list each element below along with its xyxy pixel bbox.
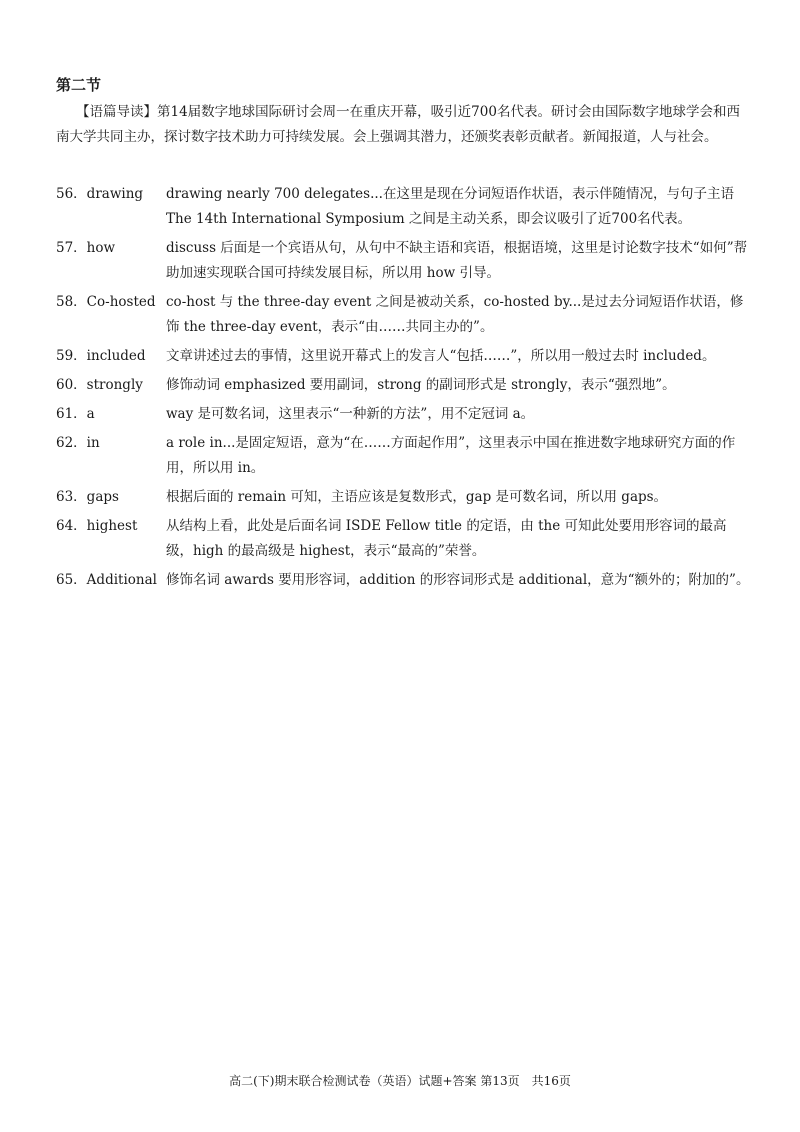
- answer-explanation: 从结构上看，此处是后面名词 ISDE Fellow title 的定语，由 the 可知此处要用形容词的最高级，high 的最高级是 highest，表示“最高的”荣誉。: [166, 518, 727, 559]
- answer-explanation: drawing nearly 700 delegates...在这里是现在分词短语作状语，表示伴随情况，与句子主语 The 14th International Symposium 之间是主动关系，即会议吸引了近700名代表。: [166, 186, 734, 227]
- answer-number: 59．included: [56, 348, 146, 364]
- answer-number: 65．Additional: [56, 572, 157, 588]
- answer-item: [56, 431, 756, 481]
- answer-number: 61．a: [56, 406, 95, 422]
- answer-item: [56, 236, 756, 286]
- page-footer: 高二(下)期末联合检测试卷（英语）试题+答案 第13页 共16页: [229, 1074, 571, 1088]
- answer-item: [56, 514, 756, 564]
- answer-explanation: 修饰动词 emphasized 要用副词，strong 的副词形式是 strongly，表示“强烈地”。: [166, 377, 676, 393]
- passage-guide: 【语篇导读】第14届数字地球国际研讨会周一在重庆开幕，吸引近700名代表。研讨会由国际数字地球学会和西南大学共同主办，探讨数字技术助力可持续发展。会上强调其潜力，还颁奖表彰贡献者。新闻报道，人与社会。: [56, 104, 740, 145]
- answer-explanation: a role in...是固定短语，意为“在……方面起作用”，这里表示中国在推进数字地球研究方面的作用，所以用 in。: [166, 435, 736, 476]
- answer-item: [56, 568, 756, 593]
- answer-number: 57．how: [56, 240, 116, 256]
- answer-explanation: 根据后面的 remain 可知，主语应该是复数形式，gap 是可数名词，所以用 gaps。: [166, 489, 668, 505]
- answer-item: [56, 485, 756, 510]
- answer-explanation: co-host 与 the three-day event 之间是被动关系，co-hosted by...是过去分词短语作状语，修饰 the three-day event，表示“由……共同主办的”。: [166, 294, 744, 335]
- answer-item: [56, 373, 756, 398]
- answer-number: 64．highest: [56, 518, 138, 534]
- answer-item: [56, 182, 756, 232]
- answer-list: [56, 182, 756, 597]
- answer-item: [56, 344, 756, 369]
- answer-number: 63．gaps: [56, 489, 119, 505]
- answer-explanation: 文章讲述过去的事情，这里说开幕式上的发言人“包括……”，所以用一般过去时 included。: [166, 348, 716, 364]
- answer-explanation: way 是可数名词，这里表示“一种新的方法”，用不定冠词 a。: [166, 406, 535, 422]
- answer-item: [56, 290, 756, 340]
- answer-explanation: 修饰名词 awards 要用形容词，addition 的形容词形式是 additional，意为“额外的；附加的”。: [166, 572, 750, 588]
- answer-number: 58．Co-hosted: [56, 294, 156, 310]
- section-title: 第二节: [56, 76, 102, 94]
- answer-item: [56, 402, 756, 427]
- answer-number: 60．strongly: [56, 377, 143, 393]
- answer-number: 56．drawing: [56, 186, 144, 202]
- answer-explanation: discuss 后面是一个宾语从句，从句中不缺主语和宾语，根据语境，这里是讨论数字技术“如何”帮助加速实现联合国可持续发展目标，所以用 how 引导。: [166, 240, 748, 281]
- answer-number: 62．in: [56, 435, 100, 451]
